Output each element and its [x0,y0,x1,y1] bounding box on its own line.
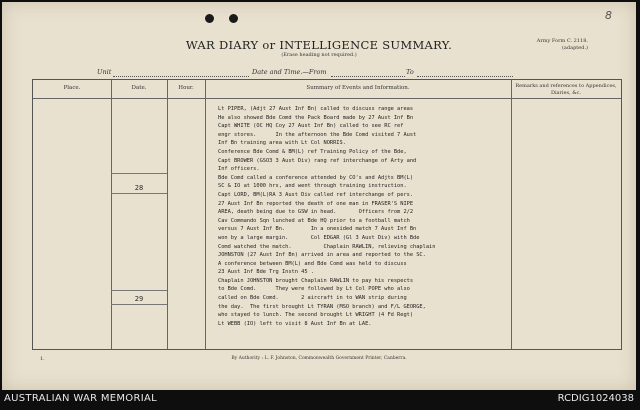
summary-line: Capt BROWER (GSO3 3 Aust Div) rang ref interchange of Arty and [218,157,417,164]
from-rule [331,76,405,77]
date-rule [111,173,167,174]
col-divider [511,80,512,349]
col-divider [111,80,112,349]
unit-date-line [97,68,606,77]
summary-line: Inf Bn training area with Lt Col NORRIS. [218,140,346,147]
summary-line: won by a large margin. Col EDGAR (Gl 3 Aust Div) with Bde [218,234,420,241]
summary-line: Capt LORD, BM(L)RA 3 Aust Div called ref interchange of pers. [218,191,414,198]
col-remarks: Remarks and references to Appendices, Diaries, &c. [515,83,617,96]
summary-line: AREA, death being due to GSW in head. Officers from 2/2 [218,209,414,216]
caption-bar [0,392,640,410]
form-footer-number: 1. [40,356,45,362]
summary-line: A conference between BM(L) and Bde Comd was held to discuss [218,260,407,267]
date-rule [111,193,167,194]
col-hour: Hour. [178,85,194,91]
unit-rule [113,76,249,77]
col-place: Place. [63,85,81,91]
date-cell: 29 [134,295,144,303]
summary-line: Conference Bde Comd & BM(L) ref Training Policy of the Bde, [218,148,407,155]
col-date: Date. [131,85,147,91]
summary-line: Bde Comd called a conference attended by CO's and Adjts BM(L) [218,174,414,181]
to-label: To [406,68,414,76]
date-time-label: Date and Time.—From [252,68,327,76]
summary-line: the day. The first brought Lt TYRAN (MSO branch) and F/L GEORGE, [218,303,426,310]
summary-line: JOHNSTON (27 Aust Inf Bn) arrived in area and reported to the SC. [218,252,426,259]
page-title: WAR DIARY or INTELLIGENCE SUMMARY. [185,38,453,52]
summary-line: SC & IO at 1000 hrs, and went through training instruction. [218,183,407,190]
unit-label: Unit [97,68,112,76]
punch-hole-right [229,14,238,23]
summary-line: Lt PIPER, (Adjt 27 Aust Inf Bn) called to discuss range areas [218,106,414,112]
record-id: RCDIG1024038 [557,393,634,404]
header-rule [33,98,621,99]
summary-line: who stayed to lunch. The second brought Lt WRIGHT (4 Fd Regt) [218,312,414,319]
col-divider [205,80,206,349]
page-subtitle: (Erase heading not required.) [281,52,357,58]
summary-line: Comd watched the match. Chaplain RAWLIN, relieving chaplain [218,243,436,250]
summary-line: versus 7 Aust Inf Bn. In a onesided match 7 Aust Inf Bn [218,226,417,233]
page-number: 8 [605,9,612,22]
summary-line: Lt WEBB (IO) left to visit 8 Aust Inf Bn at LAE. [218,320,372,327]
to-rule [417,76,513,77]
date-rule [111,290,167,291]
summary-line: Cav Commando Sqn lunched at Bde HQ prior to a football match [218,217,410,224]
summary-line: Inf officers. [218,166,260,173]
punch-hole-left [205,14,214,23]
summary-line: to Bde Comd. They were followed by Lt Col POPE who also [218,286,410,293]
col-summary: Summary of Events and Information. [306,85,410,91]
date-rule [111,304,167,305]
form-number: Army Form C. 2118. [536,38,588,44]
summary-line: called on Bde Comd. 2 aircraft in to WAN strip during [218,295,407,302]
summary-line: engr stores. In the afternoon the Bde Comd visited 7 Aust [218,131,417,138]
date-cell: 28 [134,184,144,192]
summary-entries [218,105,480,328]
col-divider [167,80,168,349]
diary-sheet [2,2,636,390]
form-adapted: (adapted.) [561,45,588,51]
summary-line: 23 Aust Inf Bde Trg Instn 45 . [218,269,314,276]
summary-line: Chaplain JOHNSTON brought Chaplain RAWLIN to pay his respects [218,277,414,284]
summary-line: He also showed Bde Comd the Pack Board made by 27 Aust Inf Bn [218,114,414,121]
summary-line: 27 Aust Inf Bn reported the death of one man in FRASER'S NIPE [218,200,414,207]
summary-line: Capt WHITE (OC HQ Coy 27 Aust Inf Bn) called to see RC ref [218,123,404,130]
archive-caption: AUSTRALIAN WAR MEMORIAL [4,393,157,404]
printer-authority: By Authority : L. F. Johnston, Commonwealth Government Printer, Canberra. [231,356,407,361]
